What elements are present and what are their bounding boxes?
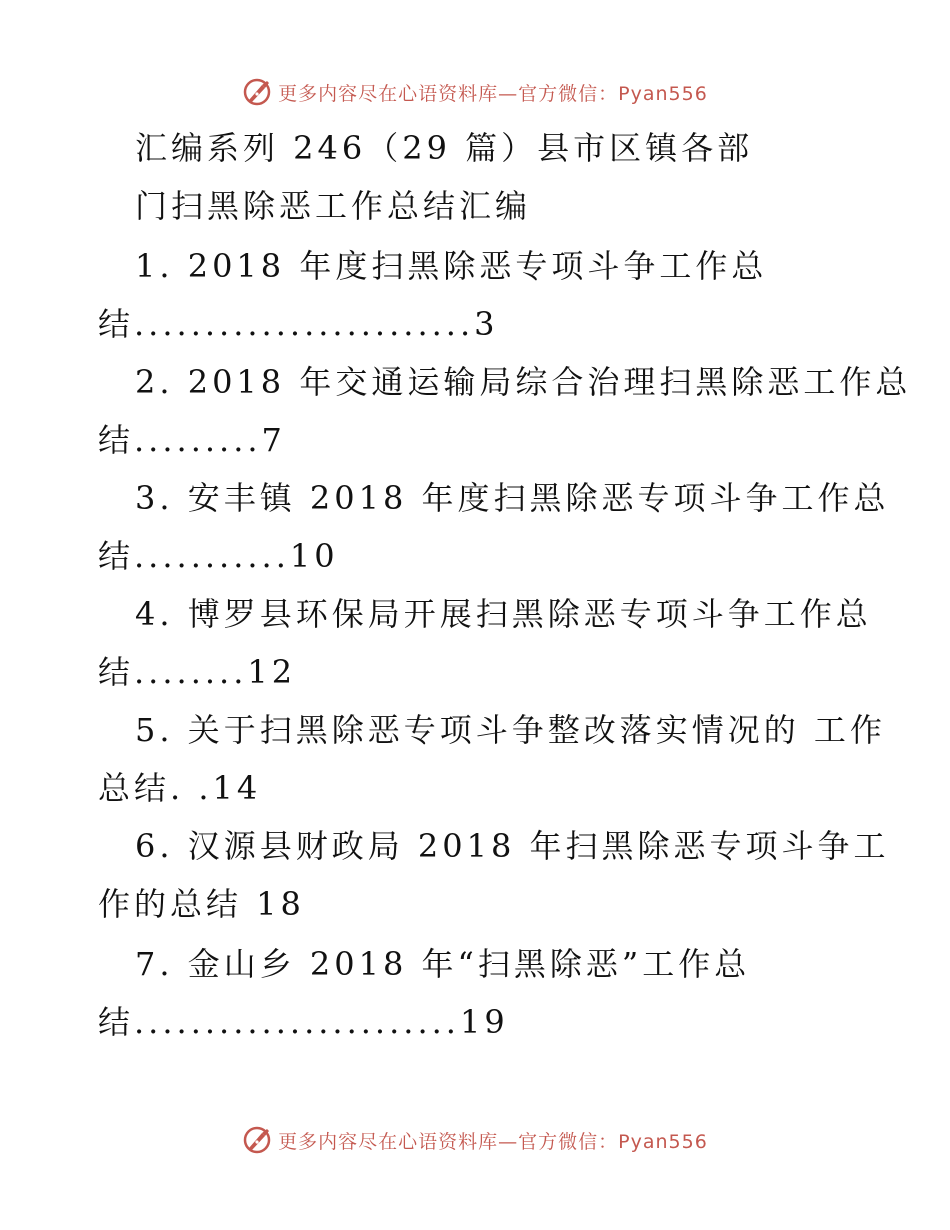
toc-entry-7-page: 结.......................19 bbox=[98, 1003, 509, 1041]
pen-nib-logo-icon bbox=[242, 77, 272, 107]
footer-watermark bbox=[0, 1120, 950, 1160]
toc-entry-6-page: 作的总结 18 bbox=[98, 885, 305, 923]
toc-entry-3-page: 结...........10 bbox=[98, 537, 339, 575]
toc-entry-7-title: 7. 金山乡 2018 年“扫黑除恶”工作总 bbox=[135, 945, 751, 983]
document-title-line-2: 门扫黑除恶工作总结汇编 bbox=[135, 187, 532, 225]
watermark-text: 更多内容尽在心语资料库—官方微信：Pyan556 bbox=[278, 82, 708, 105]
toc-entry-1-title: 1. 2018 年度扫黑除恶专项斗争工作总 bbox=[135, 247, 768, 285]
document-title-line-1: 汇编系列 246（29 篇）县市区镇各部 bbox=[135, 129, 754, 167]
toc-entry-4-title: 4. 博罗县环保局开展扫黑除恶专项斗争工作总 bbox=[135, 595, 872, 633]
pen-nib-logo-icon bbox=[242, 1125, 272, 1155]
toc-entry-3-title: 3. 安丰镇 2018 年度扫黑除恶专项斗争工作总 bbox=[135, 479, 890, 517]
toc-entry-6-title: 6. 汉源县财政局 2018 年扫黑除恶专项斗争工 bbox=[135, 827, 890, 865]
toc-entry-4-page: 结........12 bbox=[98, 653, 297, 691]
toc-entry-2-page: 结.........7 bbox=[98, 421, 286, 459]
toc-entry-5-page: 总结. .14 bbox=[98, 769, 262, 807]
toc-entry-5-title: 5. 关于扫黑除恶专项斗争整改落实情况的 工作 bbox=[135, 711, 886, 749]
toc-entry-1-page: 结........................3 bbox=[98, 305, 499, 343]
watermark-text: 更多内容尽在心语资料库—官方微信：Pyan556 bbox=[278, 1130, 708, 1153]
header-watermark bbox=[0, 72, 950, 112]
toc-entry-2-title: 2. 2018 年交通运输局综合治理扫黑除恶工作总 bbox=[135, 363, 912, 401]
